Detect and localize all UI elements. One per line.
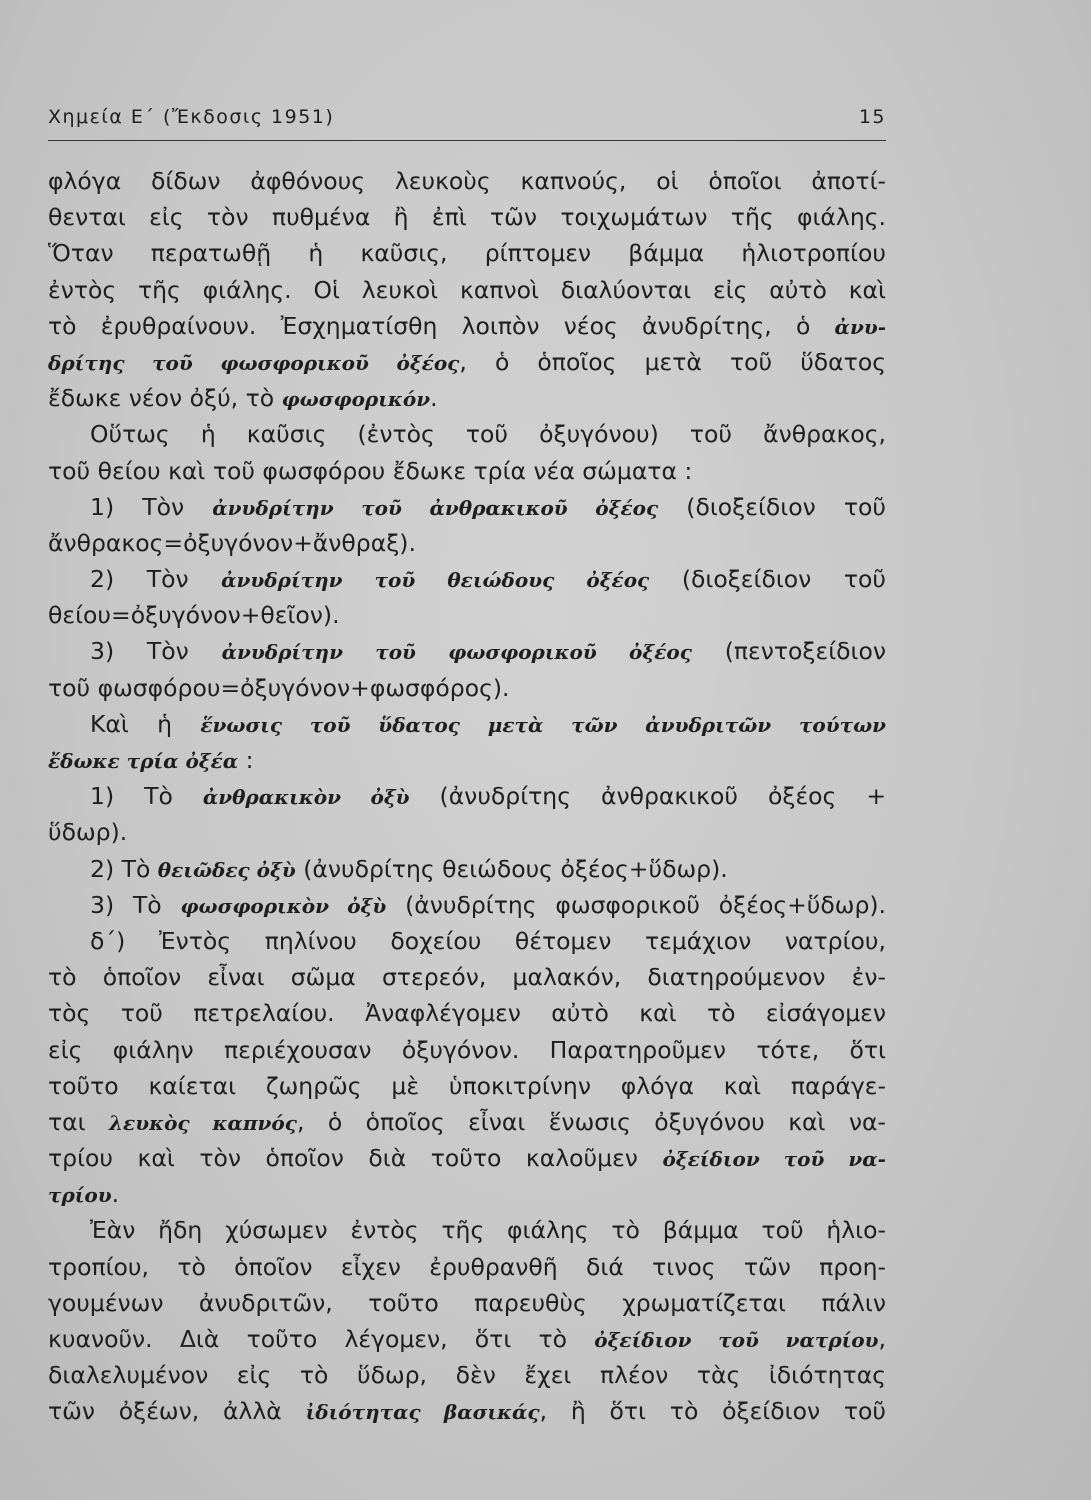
line-text: : bbox=[238, 746, 254, 774]
line-text: γουμένων ἀνυδριτῶν, τοῦτο παρευθὺς χρωματίζεται πάλιν bbox=[48, 1288, 886, 1317]
text-line bbox=[48, 633, 886, 669]
text-line bbox=[48, 1393, 886, 1429]
text-line bbox=[48, 959, 886, 995]
text-line bbox=[48, 344, 886, 380]
text-line bbox=[48, 1357, 886, 1393]
line-text: 2) Τὸν bbox=[90, 565, 222, 594]
text-line bbox=[48, 416, 886, 452]
line-text: ἄνθρακος=ὀξυγόνον+ἄνθραξ). bbox=[48, 528, 416, 557]
text-line bbox=[48, 308, 886, 344]
line-text: , ὁ ὁποῖος εἶναι ἕνωσις ὀξυγόνου καὶ να- bbox=[296, 1107, 887, 1136]
line-text: θείου=ὀξυγόνον+θεῖον). bbox=[48, 601, 340, 630]
text-line bbox=[48, 742, 886, 778]
emphasis-term: δρίτης τοῦ φωσφορικοῦ ὀξέος bbox=[48, 350, 460, 375]
emphasis-term: ὀξείδιον τοῦ νατρίου bbox=[594, 1328, 879, 1352]
text-line bbox=[48, 778, 886, 814]
line-text: τοῦ φωσφόρου=ὀξυγόνον+φωσφόρος). bbox=[48, 673, 510, 702]
line-text: ἔδωκε νέον ὀξύ, τὸ bbox=[48, 384, 282, 413]
line-text: τοῦτο καίεται ζωηρῶς μὲ ὑποκιτρίνην φλόγα καὶ παράγε- bbox=[48, 1071, 886, 1100]
line-text: . bbox=[430, 384, 438, 413]
line-text: τρίου καὶ τὸν ὁποῖον διὰ τοῦτο καλοῦμεν bbox=[48, 1144, 663, 1173]
line-text: (ἀνυδρίτης φωσφορικοῦ ὀξέος+ὕδωρ). bbox=[386, 890, 887, 919]
line-text: τοῦ θείου καὶ τοῦ φωσφόρου ἔδωκε τρία νέα σώματα : bbox=[48, 456, 693, 485]
line-text: 2) Τὸ bbox=[90, 854, 158, 883]
text-line bbox=[48, 453, 886, 489]
text-line bbox=[48, 1321, 886, 1357]
running-header bbox=[48, 104, 886, 141]
line-text: (διοξείδιον τοῦ bbox=[649, 565, 887, 594]
line-text: (ἀνυδρίτης θειώδους ὀξέος+ὕδωρ). bbox=[295, 854, 728, 883]
emphasis-term: ἀνυδρίτην τοῦ φωσφορικοῦ ὀξέος bbox=[221, 640, 692, 665]
text-line bbox=[48, 995, 886, 1031]
line-text: . bbox=[111, 1180, 120, 1209]
text-line bbox=[48, 851, 886, 887]
emphasis-term: θειῶδες ὀξὺ bbox=[157, 857, 296, 882]
line-text: 3) Τὸν bbox=[90, 637, 222, 666]
body-text bbox=[48, 163, 886, 1430]
text-line bbox=[48, 525, 886, 561]
emphasis-term: ὀξείδιον τοῦ να- bbox=[662, 1147, 886, 1172]
text-line bbox=[48, 1249, 886, 1285]
text-line bbox=[48, 706, 886, 742]
line-text: (ἀνυδρίτης ἀνθρακικοῦ ὀξέος + bbox=[409, 782, 887, 811]
text-line bbox=[48, 1032, 886, 1068]
line-text: ἐντὸς τῆς φιάλης. Οἱ λευκοὶ καπνοὶ διαλύονται εἰς αὐτὸ καὶ bbox=[48, 275, 886, 304]
line-text: , bbox=[878, 1325, 886, 1353]
emphasis-term: ἀνυδρίτην τοῦ ἀνθρακικοῦ ὀξέος bbox=[212, 495, 659, 520]
line-text: , ὁ ὁποῖος μετὰ τοῦ ὕδατος bbox=[459, 347, 886, 376]
line-text: 1) Τὸν bbox=[90, 492, 213, 521]
line-text: , ἢ ὅτι τὸ ὀξείδιον τοῦ bbox=[539, 1397, 887, 1426]
line-text: δ΄) Ἐντὸς πηλίνου δοχείου θέτομεν τεμάχιον νατρίου, bbox=[90, 926, 886, 955]
text-line bbox=[48, 1176, 886, 1212]
line-text: τροπίου, τὸ ὁποῖον εἶχεν ἐρυθρανθῆ διά τινος τῶν προη- bbox=[48, 1252, 886, 1281]
line-text: 1) Τὸ bbox=[90, 782, 203, 811]
emphasis-term: τρίου bbox=[48, 1183, 112, 1208]
text-line bbox=[48, 1212, 886, 1248]
line-text: Ἐὰν ἤδη χύσωμεν ἐντὸς τῆς φιάλης τὸ βάμμα τοῦ ἡλιο- bbox=[90, 1216, 886, 1245]
line-text: Καὶ ἡ bbox=[90, 709, 201, 738]
line-text: τὸ ὁποῖον εἶναι σῶμα στερεόν, μαλακόν, διατηρούμενον ἐν- bbox=[48, 963, 886, 992]
line-text: Οὕτως ἡ καῦσις (ἐντὸς τοῦ ὀξυγόνου) τοῦ ἄνθρακος, bbox=[90, 420, 886, 449]
text-line bbox=[48, 235, 886, 271]
text-line bbox=[48, 489, 886, 525]
line-text: φλόγα δίδων ἀφθόνους λευκοὺς καπνούς, οἱ ὁποῖοι ἀποτί- bbox=[48, 167, 886, 195]
line-text: εἰς φιάλην περιέχουσαν ὀξυγόνον. Παρατηροῦμεν τότε, ὅτι bbox=[48, 1035, 886, 1064]
line-text: διαλελυμένον εἰς τὸ ὕδωρ, δὲν ἔχει πλέον τὰς ἰδιότητας bbox=[48, 1361, 886, 1390]
line-text: (διοξείδιον τοῦ bbox=[658, 492, 887, 521]
text-line bbox=[48, 1068, 886, 1104]
text-line bbox=[48, 163, 886, 199]
header-title: Χημεία Ε΄ (Ἔκδοσις 1951) bbox=[48, 106, 335, 128]
text-line bbox=[48, 814, 886, 850]
text-line bbox=[48, 923, 886, 959]
text-line bbox=[48, 380, 886, 416]
line-text: ὕδωρ). bbox=[48, 818, 128, 847]
emphasis-term: φωσφορικόν bbox=[281, 387, 431, 412]
text-line bbox=[48, 272, 886, 308]
page-number: 15 bbox=[858, 106, 886, 128]
line-text: τῶν ὀξέων, ἀλλὰ bbox=[48, 1397, 306, 1426]
text-line bbox=[48, 887, 886, 923]
line-text: ται bbox=[48, 1107, 110, 1136]
line-text: τὸ ἐρυθραίνουν. Ἐσχηματίσθη λοιπὸν νέος ἀνυδρίτης, ὁ bbox=[48, 311, 835, 340]
emphasis-term: λευκὸς καπνός bbox=[109, 1110, 297, 1135]
text-line bbox=[48, 561, 886, 597]
text-line bbox=[48, 1285, 886, 1321]
emphasis-term: ἕνωσις τοῦ ὕδατος μετὰ τῶν ἀνυδριτῶν τούτων bbox=[200, 712, 886, 737]
text-line bbox=[48, 199, 886, 235]
text-line bbox=[48, 670, 886, 706]
text-line bbox=[48, 597, 886, 633]
line-text: Ὅταν περατωθῇ ἡ καῦσις, ρίπτομεν βάμμα ἡλιοτροπίου bbox=[48, 239, 886, 268]
line-text: θενται εἰς τὸν πυθμένα ἢ ἐπὶ τῶν τοιχωμάτων τῆς φιάλης. bbox=[48, 203, 886, 232]
emphasis-term: φωσφορικὸν ὀξὺ bbox=[180, 893, 387, 918]
emphasis-term: ἀνυδρίτην τοῦ θειώδους ὀξέος bbox=[221, 568, 650, 593]
line-text: τὸς τοῦ πετρελαίου. Ἀναφλέγομεν αὐτὸ καὶ τὸ εἰσάγομεν bbox=[48, 999, 886, 1028]
text-line bbox=[48, 1104, 886, 1140]
line-text: κυανοῦν. Διὰ τοῦτο λέγομεν, ὅτι τὸ bbox=[48, 1325, 595, 1353]
line-text: (πεντοξείδιον bbox=[691, 637, 886, 666]
emphasis-term: ἰδιότητας βασικάς bbox=[305, 1400, 540, 1425]
emphasis-term: ἀνυ- bbox=[834, 314, 886, 339]
text-line bbox=[48, 1140, 886, 1176]
emphasis-term: ἔδωκε τρία ὀξέα bbox=[48, 749, 239, 773]
emphasis-term: ἀνθρακικὸν ὀξὺ bbox=[202, 785, 410, 810]
line-text: 3) Τὸ bbox=[90, 890, 181, 919]
